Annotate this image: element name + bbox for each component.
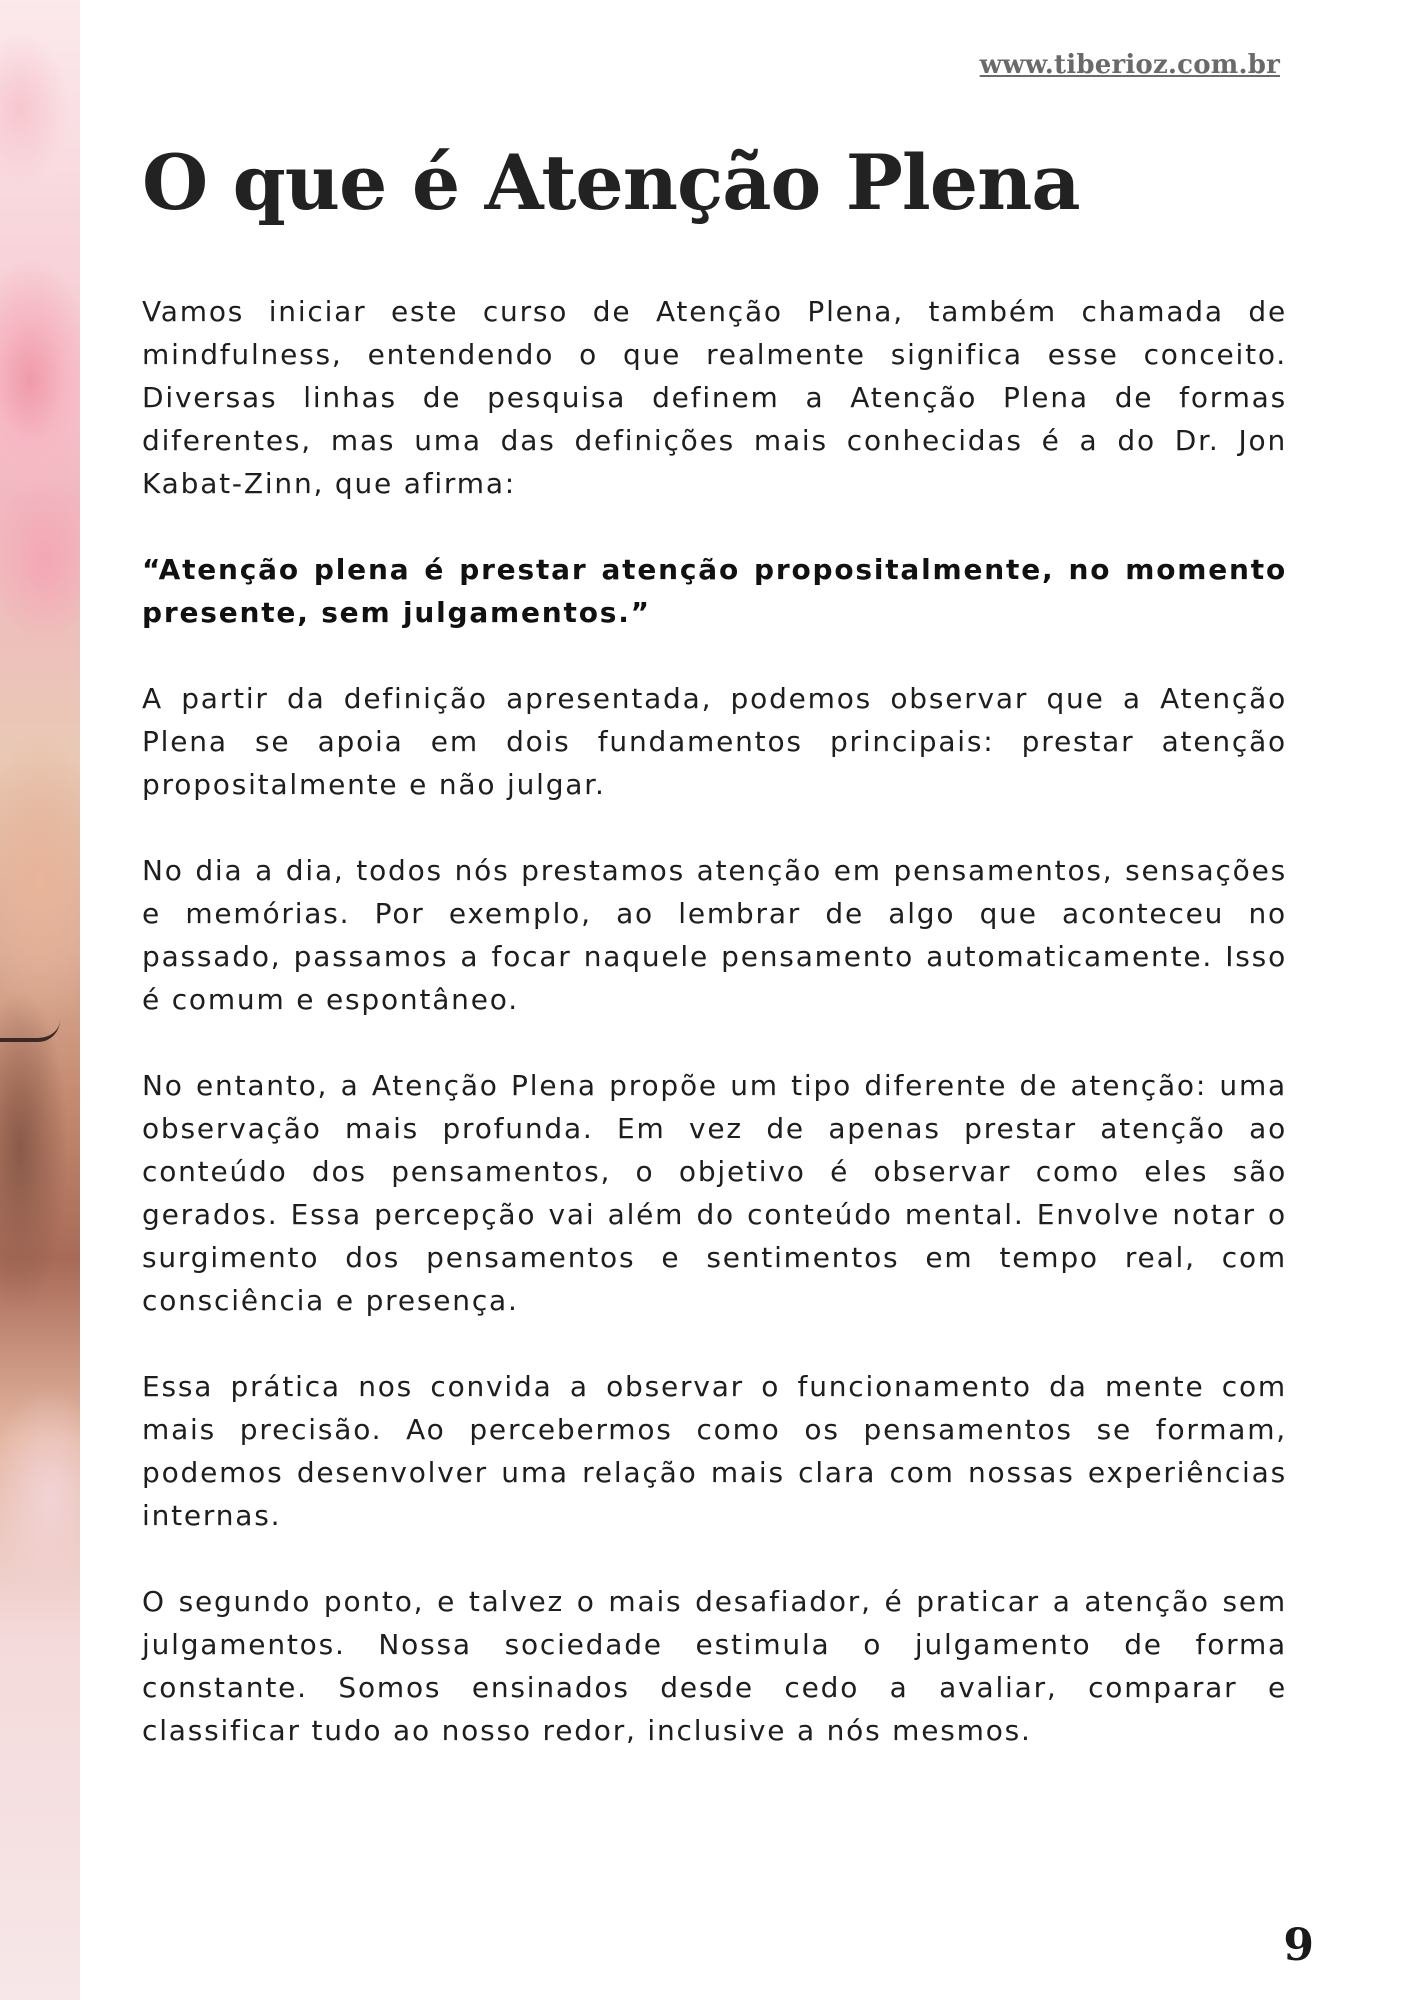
paragraph-deeper-observation: No entanto, a Atenção Plena propõe um tipo diferente de atenção: uma observação mais profunda. Em vez de apenas prestar atenção ao conteúdo dos pensamentos, o objetivo é observar como eles são gerados. Essa percepção vai além do conteúdo mental. Envolve notar o surgimento dos pensamentos e sentimentos em tempo real, com consciência e presença. [142, 1069, 1287, 1317]
paragraph-mind-functioning: Essa prática nos convida a observar o funcionamento da mente com mais precisão. Ao percebermos como os pensamentos se formam, podemos desenvolver uma relação mais clara com nossas experiências internas. [142, 1370, 1287, 1532]
paragraph-fundamentals: A partir da definição apresentada, podemos observar que a Atenção Plena se apoia em dois fundamentos principais: prestar atenção propositalmente e não julgar. [142, 682, 1287, 801]
paragraph-intro: Vamos iniciar este curso de Atenção Plena, também chamada de mindfulness, entendendo o que realmente significa esse conceito. Diversas linhas de pesquisa definem a Atenção Plena de formas diferentes, mas uma das definições mais conhecidas é a do Dr. Jon Kabat-Zinn, que afirma: [142, 295, 1287, 500]
definition-quote: “Atenção plena é prestar atenção propositalmente, no momento presente, sem julgamentos.” [142, 553, 1287, 629]
paragraph-non-judgment: O segundo ponto, e talvez o mais desafiador, é praticar a atenção sem julgamentos. Nossa sociedade estimula o julgamento de forma constante. Somos ensinados desde cedo a avaliar, comparar e classificar tudo ao nosso redor, inclusive a nós mesmos. [142, 1585, 1287, 1747]
paragraph-daily-attention: No dia a dia, todos nós prestamos atenção em pensamentos, sensações e memórias. Por exemplo, ao lembrar de algo que aconteceu no passado, passamos a focar naquele pensamento automaticamente. Isso é comum e espontâneo. [142, 854, 1287, 1016]
eyelash-detail [0, 1020, 60, 1042]
page-title: O que é Atenção Plena [142, 138, 1080, 227]
website-link[interactable]: www.tiberioz.com.br [979, 50, 1280, 80]
body-text [142, 290, 1287, 1795]
page-number: 9 [1283, 1920, 1314, 1971]
decorative-floral-portrait-strip [0, 0, 80, 2000]
